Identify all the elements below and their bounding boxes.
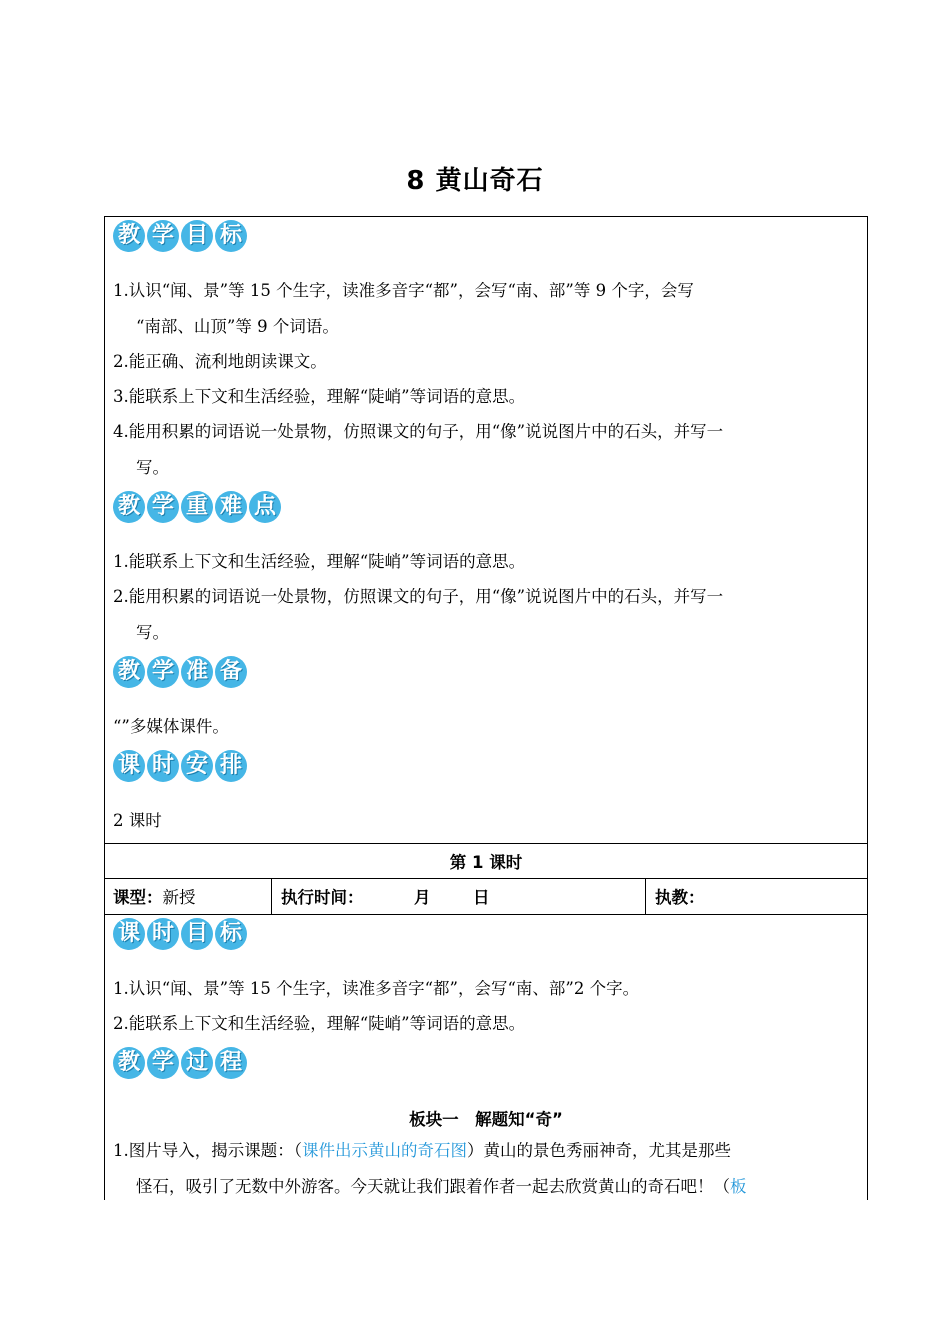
key-line: 2.能用积累的词语说一处景物，仿照课文的句子，用“像”说说图片中的石头，并写一: [113, 587, 724, 606]
process-badge: 教 学 过 程: [113, 1047, 247, 1079]
preparation-badge: 教 学 准 备: [113, 656, 247, 688]
lesson-goal-line: 1.认识“闻、景”等 15 个生字，读准多音字“都”，会写“南、部”2 个字。: [113, 979, 640, 998]
divider: [645, 878, 646, 914]
lesson-goal-line: 2.能联系上下文和生活经验，理解“陡峭”等词语的意思。: [113, 1014, 526, 1033]
lesson-type-value: 新授: [162, 888, 196, 907]
preparation-text: “”多媒体课件。: [113, 717, 229, 736]
lesson-goals-badge: 课 时 目 标: [113, 918, 247, 950]
goal-line: 写。: [136, 458, 169, 477]
schedule-text: 2 课时: [113, 811, 162, 830]
key-line: 1.能联系上下文和生活经验，理解“陡峭”等词语的意思。: [113, 552, 526, 571]
lesson-type-label: 课型：: [113, 888, 163, 907]
goal-line: “南部、山顶”等 9 个词语。: [136, 317, 339, 336]
goal-line: 2.能正确、流利地朗读课文。: [113, 352, 327, 371]
key-points-badge: 教 学 重 难 点: [113, 491, 281, 523]
page-title: 8 黄山奇石: [406, 166, 544, 196]
divider: [104, 914, 868, 915]
key-line: 写。: [136, 623, 169, 642]
teacher-label: 执教：: [655, 888, 705, 907]
goal-line: 3.能联系上下文和生活经验，理解“陡峭”等词语的意思。: [113, 387, 526, 406]
process-paragraph: 1.图片导入，揭示课题：（课件出示黄山的奇石图）黄山的景色秀丽神奇，尤其是那些: [113, 1141, 731, 1160]
teaching-goals-badge: 教 学 目 标: [113, 220, 247, 252]
exec-time: [281, 884, 364, 908]
divider: [104, 843, 868, 844]
block-title: 板块一 解题知“奇”: [409, 1110, 563, 1129]
goal-line: 1.认识“闻、景”等 15 个生字，读准多音字“都”，会写“南、部”等 9 个字，会写: [113, 281, 694, 300]
exec-time-label: 执行时间：: [281, 888, 364, 907]
process-paragraph: 怪石，吸引了无数中外游客。今天就让我们跟着作者一起去欣赏黄山的奇石吧！（板: [136, 1177, 747, 1196]
day-label: 日: [473, 888, 490, 907]
lesson-heading: 第 1 课时: [449, 853, 523, 872]
lesson-type: [113, 884, 196, 908]
goal-line: 4.能用积累的词语说一处景物，仿照课文的句子，用“像”说说图片中的石头，并写一: [113, 422, 724, 441]
divider: [271, 878, 272, 914]
divider: [104, 878, 868, 879]
schedule-badge: 课 时 安 排: [113, 750, 247, 782]
month-label: 月: [414, 888, 431, 907]
